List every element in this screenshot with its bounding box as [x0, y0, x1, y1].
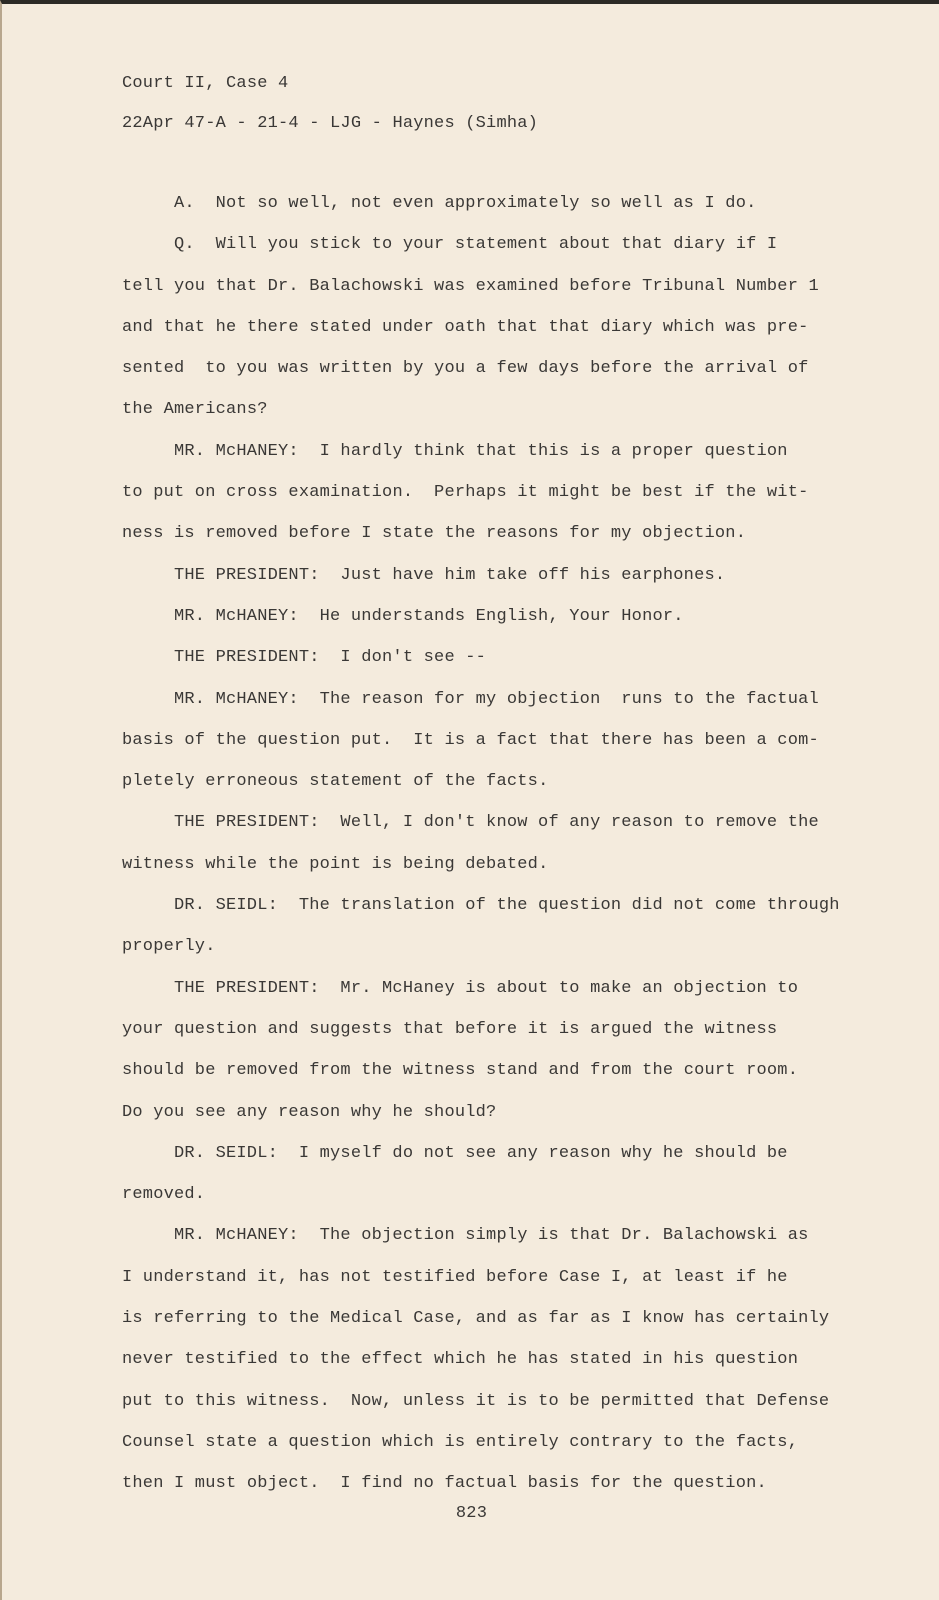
transcript-line: then I must object. I find no factual basis for the question.	[122, 1474, 767, 1494]
transcript-line: put to this witness. Now, unless it is to be permitted that Defense	[122, 1391, 830, 1411]
transcript-line: the Americans?	[122, 400, 268, 420]
transcript-paragraph	[122, 183, 842, 224]
transcript-line: is referring to the Medical Case, and as far as I know has certainly	[122, 1309, 830, 1329]
transcript-line: never testified to the effect which he has stated in his question	[122, 1350, 799, 1370]
transcript-line: Do you see any reason why he should?	[122, 1102, 497, 1122]
transcript-paragraph	[122, 1133, 842, 1216]
transcript-line: THE PRESIDENT: I don't see --	[174, 648, 487, 668]
transcript-paragraph	[122, 431, 842, 555]
transcript-line: and that he there stated under oath that that diary which was pre-	[122, 317, 809, 337]
transcript-line: MR. McHANEY: The reason for my objection runs to the factual	[174, 689, 819, 709]
transcript-paragraph	[122, 885, 842, 968]
transcript-paragraph	[122, 637, 842, 678]
transcript-line: Q. Will you stick to your statement about that diary if I	[174, 235, 778, 255]
transcript-paragraph	[122, 679, 842, 803]
transcript-line: MR. McHANEY: He understands English, Your Honor.	[174, 606, 684, 626]
transcript-line: THE PRESIDENT: Just have him take off his earphones.	[174, 565, 726, 585]
header-case-line: Court II, Case 4	[122, 74, 289, 93]
transcript-line: to put on cross examination. Perhaps it might be best if the wit-	[122, 483, 809, 503]
transcript-line: DR. SEIDL: The translation of the question did not come through	[174, 896, 840, 916]
transcript-line: tell you that Dr. Balachowski was examined before Tribunal Number 1	[122, 276, 819, 296]
transcript-line: removed.	[122, 1185, 206, 1205]
transcript-paragraph	[122, 1215, 842, 1504]
header-reference-line: 22Apr 47-A - 21-4 - LJG - Haynes (Simha)	[122, 114, 539, 133]
transcript-line: sented to you was written by you a few days before the arrival of	[122, 359, 809, 379]
transcript-line: pletely erroneous statement of the facts.	[122, 772, 549, 792]
transcript-line: should be removed from the witness stand and from the court room.	[122, 1061, 799, 1081]
page-number: 823	[455, 1504, 488, 1523]
transcript-line: DR. SEIDL: I myself do not see any reason why he should be	[174, 1143, 788, 1163]
transcript-line: THE PRESIDENT: Well, I don't know of any reason to remove the	[174, 813, 819, 833]
transcript-line: Counsel state a question which is entirely contrary to the facts,	[122, 1432, 799, 1452]
transcript-paragraph	[122, 596, 842, 637]
transcript-line: THE PRESIDENT: Mr. McHaney is about to make an objection to	[174, 978, 799, 998]
transcript-paragraph	[122, 968, 842, 1133]
transcript-line: ness is removed before I state the reasons for my objection.	[122, 524, 747, 544]
transcript-line: properly.	[122, 937, 216, 957]
transcript-line: MR. McHANEY: I hardly think that this is a proper question	[174, 441, 788, 461]
transcript-paragraph	[122, 555, 842, 596]
transcript-line: your question and suggests that before it is argued the witness	[122, 1019, 778, 1039]
transcript-line: A. Not so well, not even approximately so well as I do.	[174, 194, 757, 213]
transcript-line: MR. McHANEY: The objection simply is that Dr. Balachowski as	[174, 1226, 809, 1246]
transcript-paragraph	[122, 224, 842, 430]
transcript-line: basis of the question put. It is a fact that there has been a com-	[122, 730, 819, 750]
transcript-line: I understand it, has not testified before Case I, at least if he	[122, 1267, 788, 1287]
document-header	[122, 64, 538, 144]
transcript-line: witness while the point is being debated.	[122, 854, 549, 874]
transcript-paragraph	[122, 802, 842, 885]
transcript-body	[122, 183, 842, 1505]
